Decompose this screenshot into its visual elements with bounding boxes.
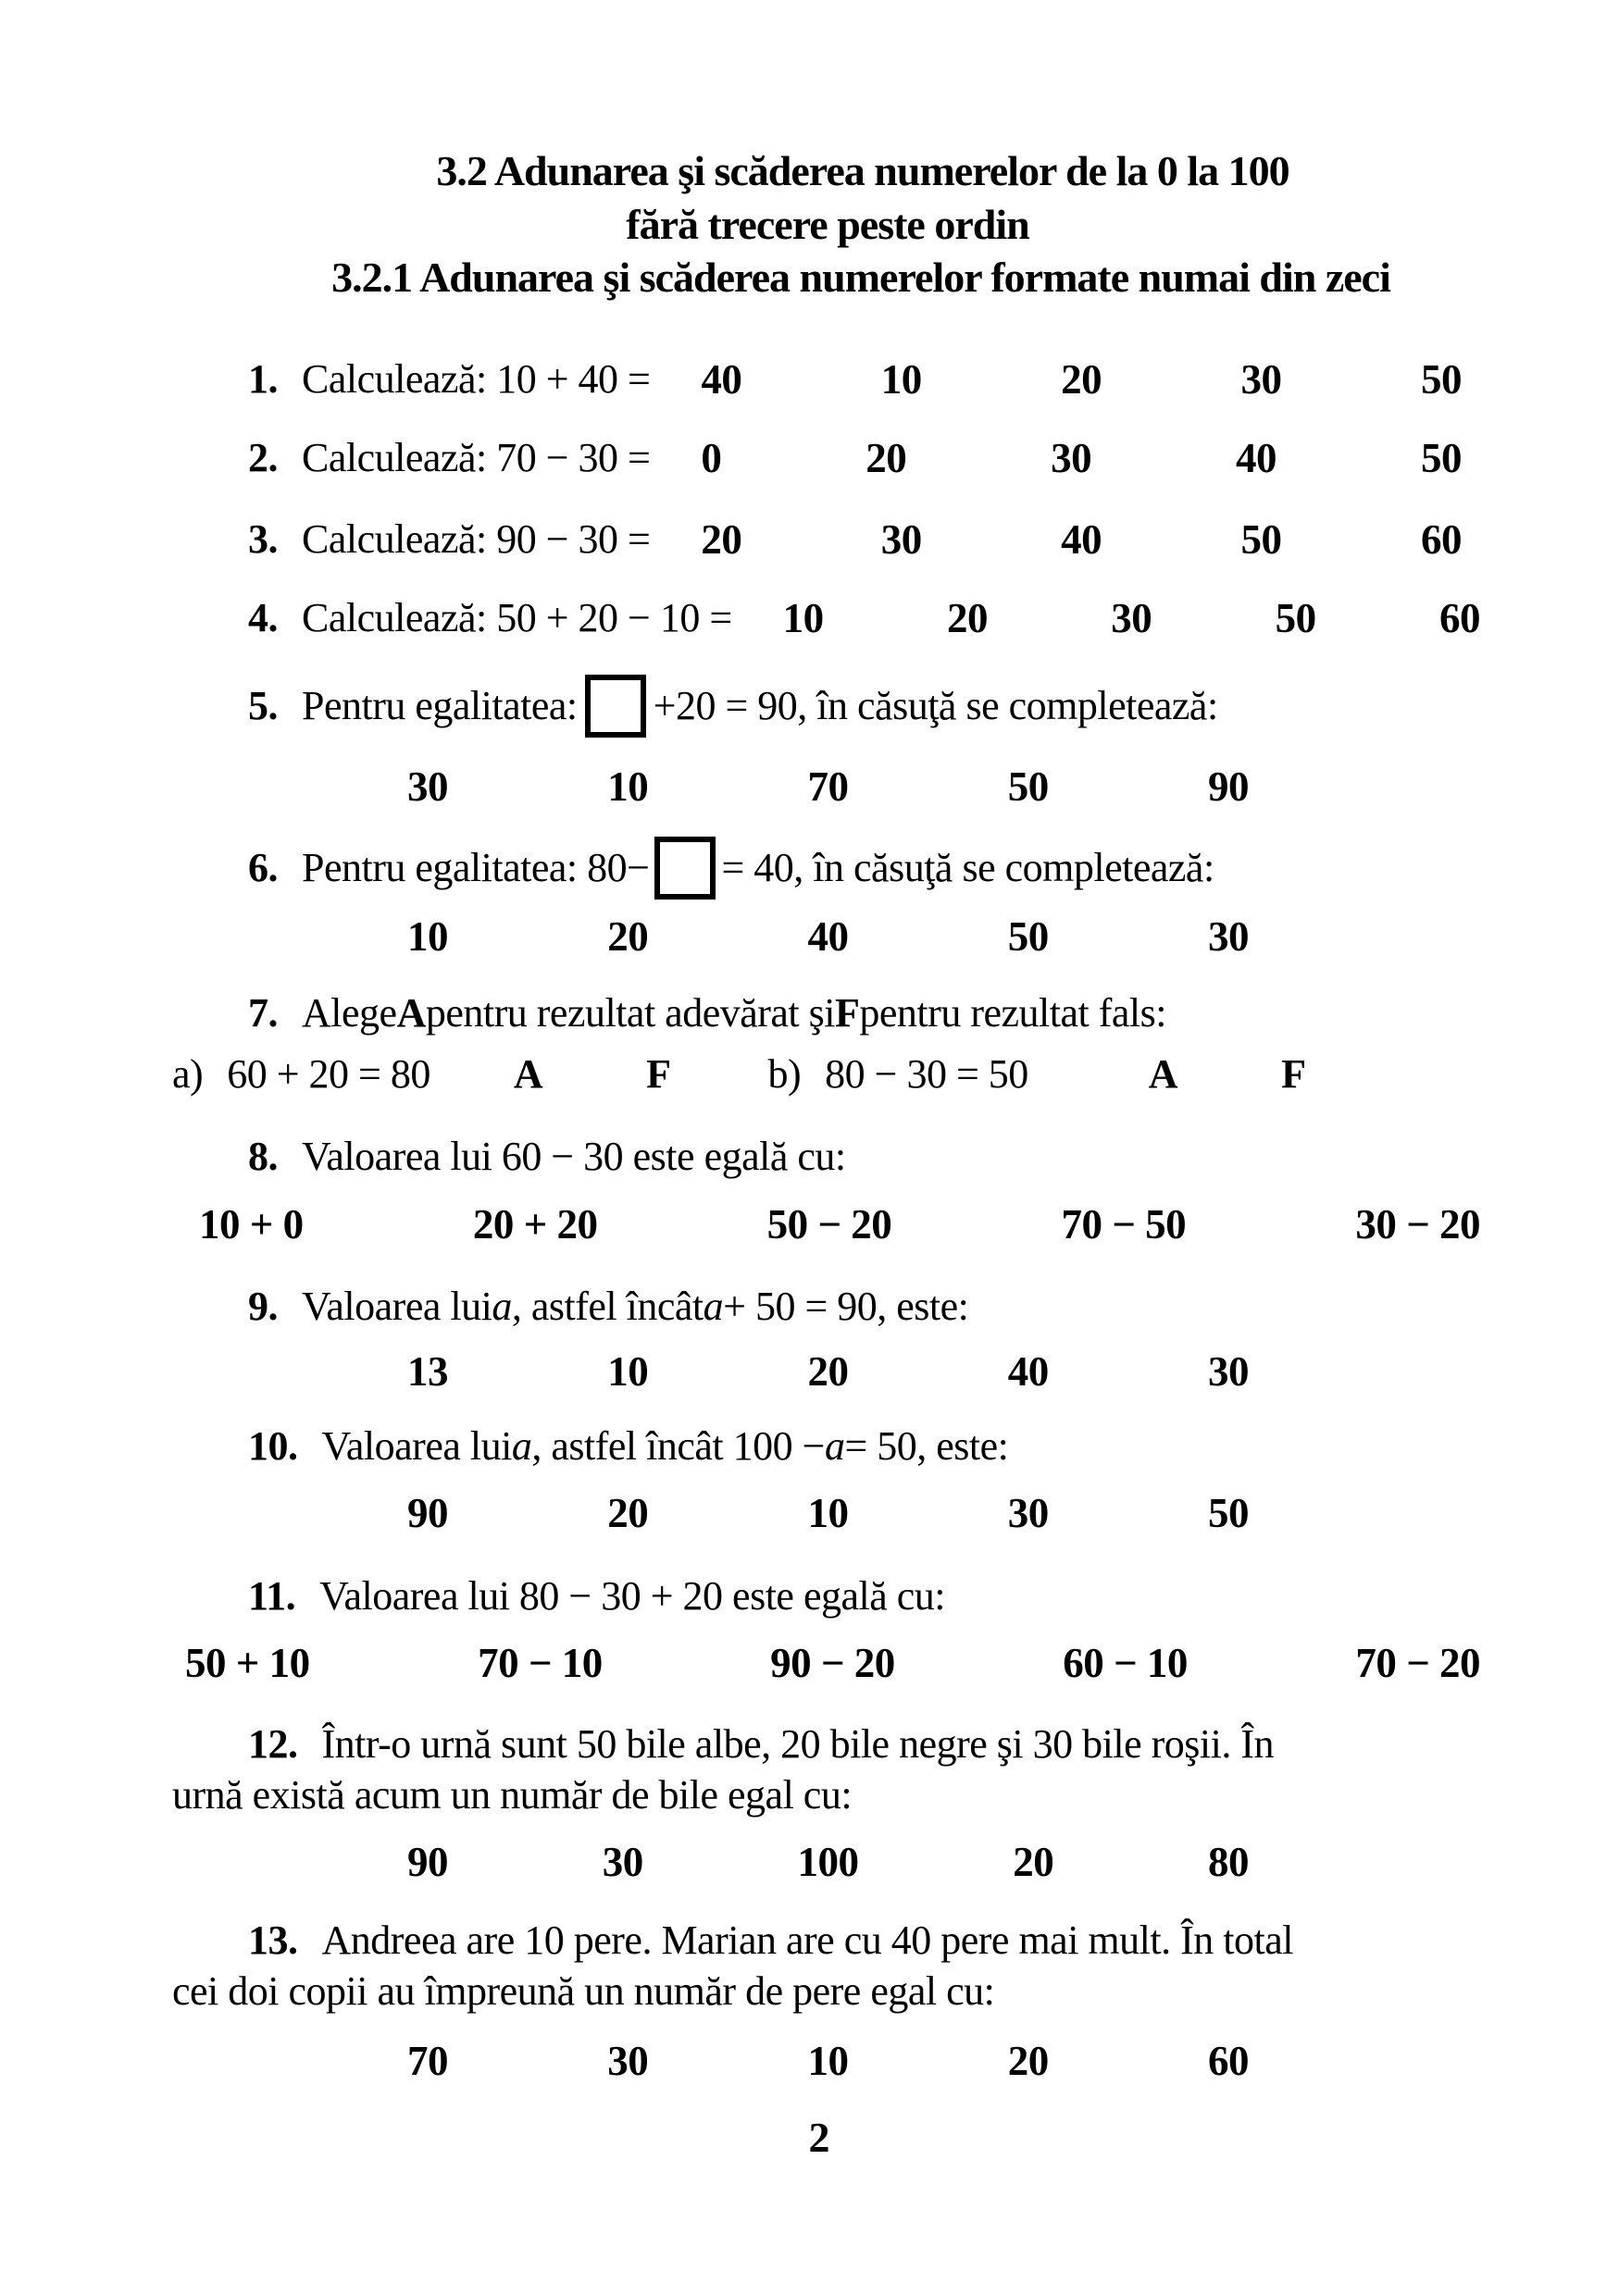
exercise-11-number: 11. [248,1573,296,1619]
exercise-1-row [0,352,1619,407]
exercise-6-options [0,909,1619,964]
exercise-5-options [0,759,1619,814]
exercise-2-option-4: 40 [1236,435,1277,481]
exercise-3-option-1: 20 [701,516,742,563]
exercise-7-subitems-row [0,1047,1619,1102]
exercise-7b-expression: 80 − 30 = 50 [825,1051,1028,1097]
exercise-7b-option-A: A [1148,1051,1178,1097]
exercise-11-row [0,1569,1619,1624]
exercise-6-option-2: 20 [607,913,649,960]
exercise-7-number: 7. [248,990,278,1036]
exercise-8-option-4: 70 − 50 [1061,1201,1187,1247]
exercise-1-option-2: 10 [880,356,922,403]
exercise-3-number: 3. [248,516,278,562]
exercise-11-option-2: 70 − 10 [478,1640,603,1686]
exercise-10-option-5: 50 [1208,1490,1249,1536]
exercise-3-option-2: 30 [880,516,922,563]
exercise-13-options [0,2033,1619,2089]
exercise-3-option-5: 60 [1420,516,1462,563]
exercise-9-row [0,1279,1619,1334]
exercise-7-question-bold-A: A [396,990,426,1036]
exercise-4-option-3: 30 [1111,595,1152,641]
exercise-3-row [0,512,1619,567]
exercise-13-number: 13. [248,1917,298,1963]
exercise-4-option-2: 20 [946,595,988,641]
exercise-12-option-4: 20 [1013,1839,1054,1885]
exercise-11-option-5: 70 − 20 [1355,1640,1480,1686]
exercise-8-options [0,1197,1619,1252]
exercise-7b-option-F: F [1281,1051,1306,1097]
exercise-3-options [701,512,1462,567]
exercise-8-row [0,1129,1619,1185]
exercise-11-option-1: 50 + 10 [185,1640,310,1686]
exercise-7-question-bold-F: F [835,990,860,1036]
exercise-11-option-3: 90 − 20 [770,1640,895,1686]
page-number: 2 [808,2114,830,2161]
exercise-10-question-part2: , astfel încât 100 − [531,1423,825,1469]
exercise-5-question-before-box: Pentru egalitatea: [302,683,578,728]
exercise-13-option-3: 10 [807,2038,849,2084]
exercise-9-variable-a: a [703,1284,724,1329]
exercise-2-option-5: 50 [1420,435,1462,481]
exercise-12-option-2: 30 [602,1839,643,1885]
exercise-9-option-1: 13 [407,1348,448,1395]
exercise-6-row [0,833,1619,903]
exercise-7a-expression: 60 + 20 = 80 [227,1051,430,1097]
exercise-13-option-4: 20 [1007,2038,1049,2084]
exercise-7-question-part3: pentru rezultat fals: [859,990,1166,1036]
exercise-7a-label: a) [172,1051,204,1097]
exercise-5-number: 5. [248,683,278,728]
exercise-13-question-line2: cei doi copii au împreună un număr de pere egal cu: [172,1968,995,2014]
exercise-1-option-5: 50 [1420,356,1462,403]
subsection-title: 3.2.1 Adunarea şi scăderea numerelor formate numai din zeci [331,254,1390,301]
exercise-2-number: 2. [248,435,278,480]
exercise-2-options [701,430,1462,486]
exercise-4-option-4: 50 [1275,595,1316,641]
exercise-8-option-3: 50 − 20 [766,1201,892,1247]
exercise-9-options [0,1344,1619,1399]
exercise-7-row [0,986,1619,1041]
exercise-4-option-1: 10 [782,595,824,641]
exercise-1-options [701,352,1462,407]
exercise-9-number: 9. [248,1284,278,1329]
exercise-6-option-5: 30 [1208,913,1249,960]
exercise-6-option-4: 50 [1007,913,1049,960]
exercise-10-option-4: 30 [1007,1490,1049,1536]
exercise-13-option-2: 30 [607,2038,649,2084]
empty-answer-box [654,837,716,900]
exercise-6-option-3: 40 [807,913,849,960]
exercise-4-row [0,590,1619,646]
exercise-10-option-2: 20 [607,1490,649,1536]
exercise-10-option-3: 10 [807,1490,849,1536]
exercise-7b-label: b) [767,1051,802,1097]
exercise-5-option-3: 70 [807,763,849,810]
empty-answer-box [585,675,646,738]
exercise-2-row [0,430,1619,486]
exercise-6-number: 6. [248,845,278,890]
exercise-12-option-1: 90 [407,1839,448,1885]
exercise-12-option-5: 80 [1208,1839,1249,1885]
exercise-6-question-before-box: Pentru egalitatea: 80− [302,845,650,890]
exercise-13-row-line2 [0,1964,1619,2019]
exercise-5-option-1: 30 [407,763,448,810]
exercise-3-option-3: 40 [1061,516,1102,563]
exercise-11-options [0,1635,1619,1691]
exercise-4-option-5: 60 [1438,595,1480,641]
exercise-12-question-line1: Într-o urnă sunt 50 bile albe, 20 bile negre şi 30 bile roşii. În [321,1721,1274,1767]
exercise-4-options [783,590,1480,646]
exercise-13-option-1: 70 [407,2038,448,2084]
exercise-12-options [0,1834,1619,1890]
exercise-10-question-part1: Valoarea lui [321,1423,512,1469]
exercise-5-question-after-box: +20 = 90, în căsuţă se completează: [653,683,1218,728]
exercise-8-option-2: 20 + 20 [472,1201,598,1247]
exercise-9-variable-a: a [492,1284,512,1329]
exercise-1-option-4: 30 [1240,356,1282,403]
exercise-4-question: Calculează: 50 + 20 − 10 = [302,595,732,640]
exercise-6-option-1: 10 [407,913,448,960]
exercise-3-option-4: 50 [1240,516,1282,563]
exercise-10-variable-a: a [824,1423,845,1469]
exercise-10-question-part3: = 50, este: [844,1423,1009,1469]
exercise-9-question-part2: , astfel încât [511,1284,704,1329]
exercise-2-question: Calculează: 70 − 30 = [302,435,651,480]
exercise-10-number: 10. [248,1423,298,1469]
exercise-9-option-5: 30 [1208,1348,1249,1395]
exercise-6-question-after-box: = 40, în căsuţă se completează: [721,845,1214,890]
exercise-9-option-2: 10 [607,1348,649,1395]
exercise-8-question: Valoarea lui 60 − 30 este egală cu: [302,1134,846,1179]
exercise-5-option-5: 90 [1208,763,1249,810]
exercise-4-number: 4. [248,595,278,640]
exercise-12-option-3: 100 [797,1839,859,1885]
exercise-7-question-part2: pentru rezultat adevărat şi [425,990,836,1036]
exercise-12-question-line2: urnă există acum un număr de bile egal cu: [172,1772,853,1818]
exercise-8-option-5: 30 − 20 [1355,1201,1480,1247]
exercise-7a-option-F: F [646,1051,671,1097]
exercise-8-number: 8. [248,1134,278,1179]
exercise-5-option-2: 10 [607,763,649,810]
exercise-3-question: Calculează: 90 − 30 = [302,516,651,562]
exercise-13-question-line1: Andreea are 10 pere. Marian are cu 40 pere mai mult. În total [321,1917,1293,1963]
exercise-10-row [0,1419,1619,1474]
exercise-12-row-line2 [0,1768,1619,1823]
exercise-2-option-2: 20 [866,435,907,481]
exercise-9-option-4: 40 [1007,1348,1049,1395]
exercise-9-question-part3: + 50 = 90, este: [723,1284,969,1329]
section-title-line1: 3.2 Adunarea şi scăderea numerelor de la 0 la 100 [436,147,1289,194]
exercise-10-variable-a: a [511,1423,532,1469]
exercise-13-row-line1 [0,1913,1619,1968]
exercise-10-options [0,1485,1619,1541]
exercise-10-option-1: 90 [407,1490,448,1536]
exercise-12-number: 12. [248,1721,298,1767]
exercise-1-option-1: 40 [701,356,742,403]
exercise-8-option-1: 10 + 0 [199,1201,304,1247]
exercise-9-question-part1: Valoarea lui [302,1284,492,1329]
exercise-1-number: 1. [248,356,278,402]
exercise-2-option-3: 30 [1051,435,1092,481]
exercise-1-question: Calculează: 10 + 40 = [302,356,651,402]
exercise-7a-option-A: A [513,1051,543,1097]
exercise-11-question: Valoarea lui 80 − 30 + 20 este egală cu: [319,1573,946,1619]
exercise-5-option-4: 50 [1007,763,1049,810]
exercise-12-row-line1 [0,1717,1619,1772]
exercise-5-row [0,671,1619,741]
exercise-7-question-part1: Alege [302,990,397,1036]
section-title-line2: fără trecere peste ordin [626,201,1029,248]
exercise-11-option-4: 60 − 10 [1063,1640,1188,1686]
exercise-9-option-3: 20 [807,1348,849,1395]
exercise-13-option-5: 60 [1208,2038,1249,2084]
exercise-1-option-3: 20 [1061,356,1102,403]
exercise-2-option-1: 0 [701,435,722,481]
